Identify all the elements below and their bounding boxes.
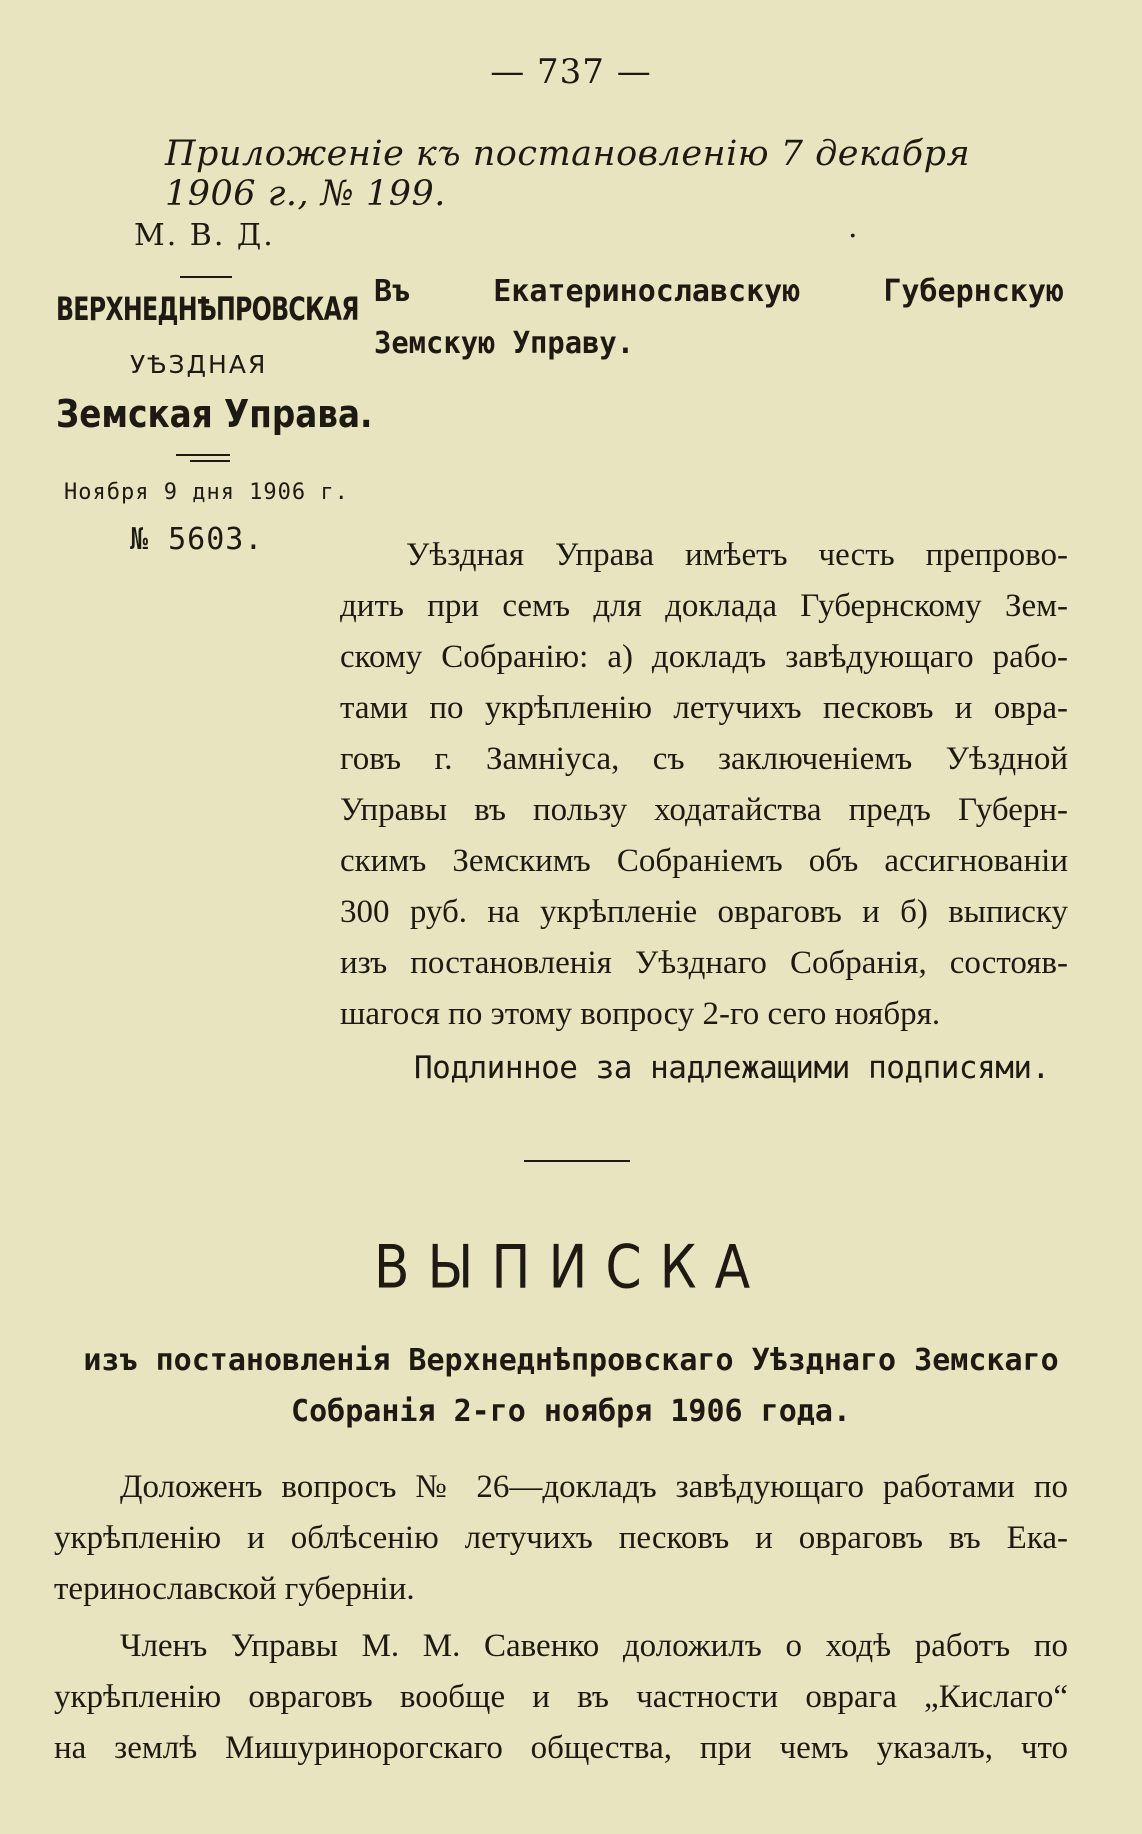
extract-line: Доложенъ вопросъ № 26—докладъ завѣдующаго работами по xyxy=(120,1469,1068,1505)
extract-line: укрѣпленію овраговъ вообще и въ частности оврага „Кислаго“ xyxy=(54,1679,1068,1715)
extract-paragraph-2 xyxy=(54,1621,1068,1774)
addressee-line-1: Въ Екатеринославскую Губернскую xyxy=(374,274,1064,309)
letterhead-divider-top xyxy=(180,276,232,278)
extract-subtitle xyxy=(40,1335,1102,1437)
letterhead-divider-mid2 xyxy=(190,460,230,462)
appendix-line: Приложеніе къ постановленію 7 декабря 1906 г., № 199. xyxy=(165,134,971,214)
addressee-line-2: Земскую Управу. xyxy=(374,326,635,361)
extract-line: теринославской губерніи. xyxy=(54,1571,415,1607)
org-name: ВЕРХНЕДНѢПРОВСКАЯ xyxy=(56,290,359,328)
registration-number: № 5603. xyxy=(130,522,264,557)
ministry-abbrev: М. В. Д. xyxy=(134,218,275,253)
body-line: скимъ Земскимъ Собраніемъ объ ассигнованіи xyxy=(340,843,1068,879)
body-line: говъ г. Замніуса, съ заключеніемъ Уѣздной xyxy=(340,741,1068,777)
body-line: тами по укрѣпленію летучихъ песковъ и овра- xyxy=(340,690,1068,726)
body-line: скому Собранію: а) докладъ завѣдующаго рабо- xyxy=(340,639,1068,675)
extract-line: на землѣ Мишуриноpогскаго общества, при чемъ указалъ, что xyxy=(54,1730,1068,1766)
extract-body xyxy=(54,1462,1068,1774)
page-number: — 737 — xyxy=(490,52,652,92)
extract-line: Членъ Управы М. М. Савенко доложилъ о ходѣ работъ по xyxy=(120,1628,1068,1664)
letter-body xyxy=(340,530,1068,1040)
section-divider xyxy=(524,1160,630,1162)
org-board: Земская Управа. xyxy=(56,392,373,436)
extract-subtitle-line-1: изъ постановленія Верхнеднѣпровскаго Уѣзднаго Земскаго xyxy=(83,1343,1059,1378)
addressee xyxy=(374,266,1064,370)
extract-line: укрѣпленію и облѣсенію летучихъ песковъ и овраговъ въ Ека- xyxy=(54,1520,1068,1556)
org-sub: УѢЗДНАЯ xyxy=(130,350,268,379)
body-line: дить при семъ для доклада Губернскому Зем- xyxy=(340,588,1068,624)
extract-title: ВЫПИСКА xyxy=(373,1233,769,1303)
body-line: шагося по этому вопросу 2-го сего ноября. xyxy=(340,996,941,1032)
letter-date: Ноября 9 дня 1906 г. xyxy=(64,480,349,505)
letterhead-divider-mid xyxy=(176,454,230,456)
body-line: Управы въ пользу ходатайства предъ Губерн- xyxy=(340,792,1068,828)
body-line: 300 руб. на укрѣпленіе овраговъ и б) выписку xyxy=(340,894,1068,930)
body-line: изъ постановленія Уѣзднаго Собранія, состояв- xyxy=(340,945,1068,981)
extract-subtitle-line-2: Собранія 2-го ноября 1906 года. xyxy=(291,1394,851,1429)
signature-note: Подлинное за надлежащими подписями. xyxy=(414,1050,1050,1086)
stray-dot: . xyxy=(848,210,858,245)
body-line: Уѣздная Управа имѣетъ честь препрово- xyxy=(406,537,1068,573)
